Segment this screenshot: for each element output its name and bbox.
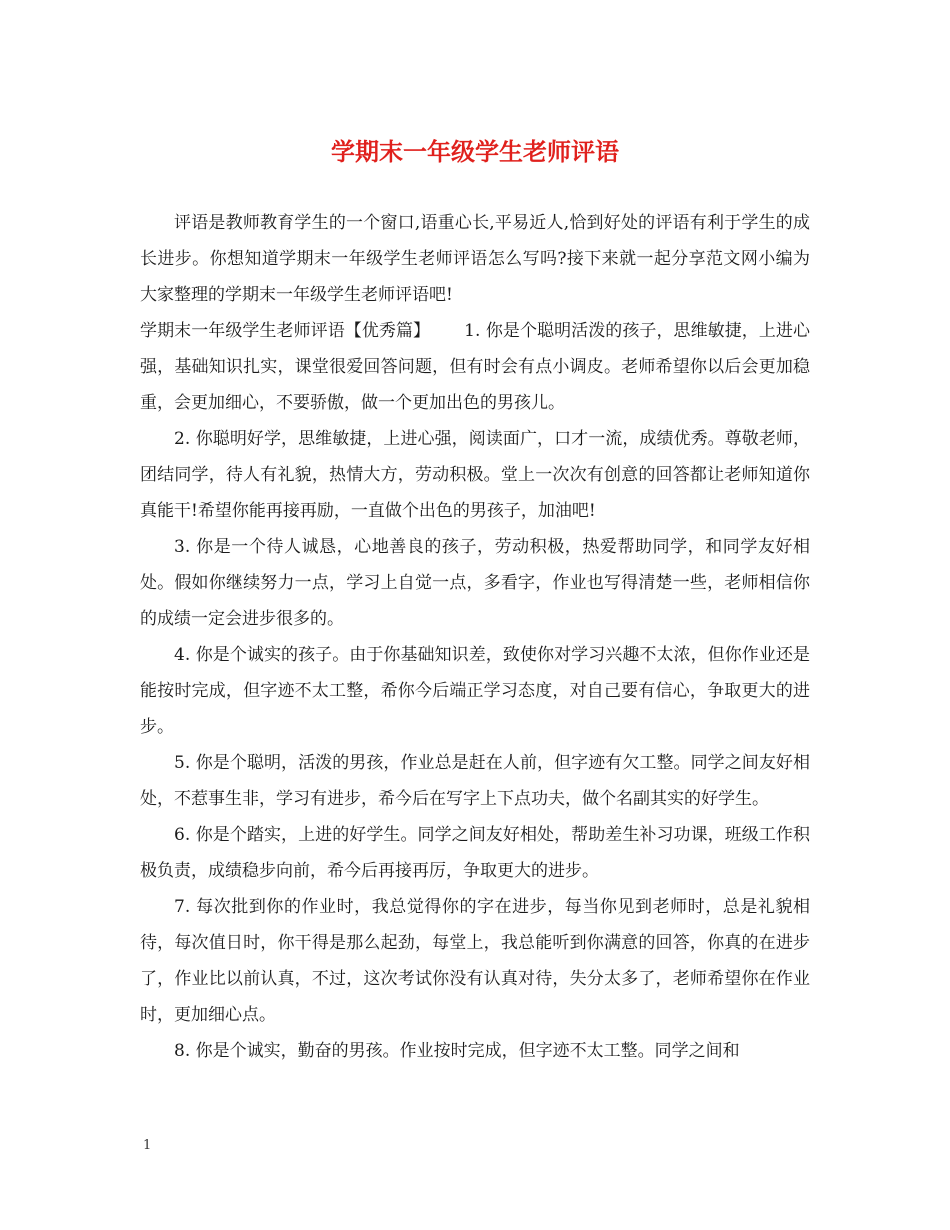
comment-item-2: 2. 你聪明好学，思维敏捷，上进心强，阅读面广，口才一流，成绩优秀。尊敬老师，团结同学，待人有礼貌，热情大方，劳动积极。堂上一次次有创意的回答都让老师知道你真能干!希望你能再接再励，一直做个出色的男孩子，加油吧! bbox=[140, 429, 810, 521]
intro-paragraph: 评语是教师教育学生的一个窗口,语重心长,平易近人,恰到好处的评语有利于学生的成长进步。你想知道学期末一年级学生老师评语怎么写吗?接下来就一起分享范文网小编为大家整理的学期末一年级学生老师评语吧! bbox=[140, 213, 810, 305]
page-number: 1 bbox=[143, 1138, 152, 1153]
comment-item-5: 5. 你是个聪明，活泼的男孩，作业总是赶在人前，但字迹有欠工整。同学之间友好相处，不惹事生非，学习有进步，希今后在写字上下点功夫，做个名副其实的好学生。 bbox=[140, 753, 810, 809]
comment-item-6: 6. 你是个踏实，上进的好学生。同学之间友好相处，帮助差生补习功课，班级工作积极负责，成绩稳步向前，希今后再接再厉，争取更大的进步。 bbox=[140, 825, 810, 881]
page-title: 学期末一年级学生老师评语 bbox=[331, 137, 619, 166]
comment-item-3: 3. 你是一个待人诚恳，心地善良的孩子，劳动积极，热爱帮助同学，和同学友好相处。假如你继续努力一点，学习上自觉一点，多看字，作业也写得清楚一些，老师相信你的成绩一定会进步很多的。 bbox=[140, 537, 810, 629]
comment-item-4: 4. 你是个诚实的孩子。由于你基础知识差，致使你对学习兴趣不太浓，但你作业还是能按时完成，但字迹不太工整，希你今后端正学习态度，对自己要有信心，争取更大的进步。 bbox=[140, 645, 810, 737]
comment-item-1: 1. 你是个聪明活泼的孩子，思维敏捷，上进心强，基础知识扎实，课堂很爱回答问题，但有时会有点小调皮。老师希望你以后会更加稳重，会更加细心，不要骄傲，做一个更加出色的男孩儿。 bbox=[140, 321, 811, 413]
comment-item-7: 7. 每次批到你的作业时，我总觉得你的字在进步，每当你见到老师时，总是礼貌相待，每次值日时，你干得是那么起劲，每堂上，我总能听到你满意的回答，你真的在进步了，作业比以前认真，不过，这次考试你没有认真对待，失分太多了，老师希望你在作业时，更加细心点。 bbox=[140, 897, 810, 1025]
document-body bbox=[140, 205, 810, 1069]
comment-item-8: 8. 你是个诚实，勤奋的男孩。作业按时完成，但字迹不太工整。同学之间和 bbox=[174, 1041, 740, 1061]
section-heading: 学期末一年级学生老师评语【优秀篇】 bbox=[140, 321, 431, 341]
section-paragraph bbox=[140, 313, 810, 421]
